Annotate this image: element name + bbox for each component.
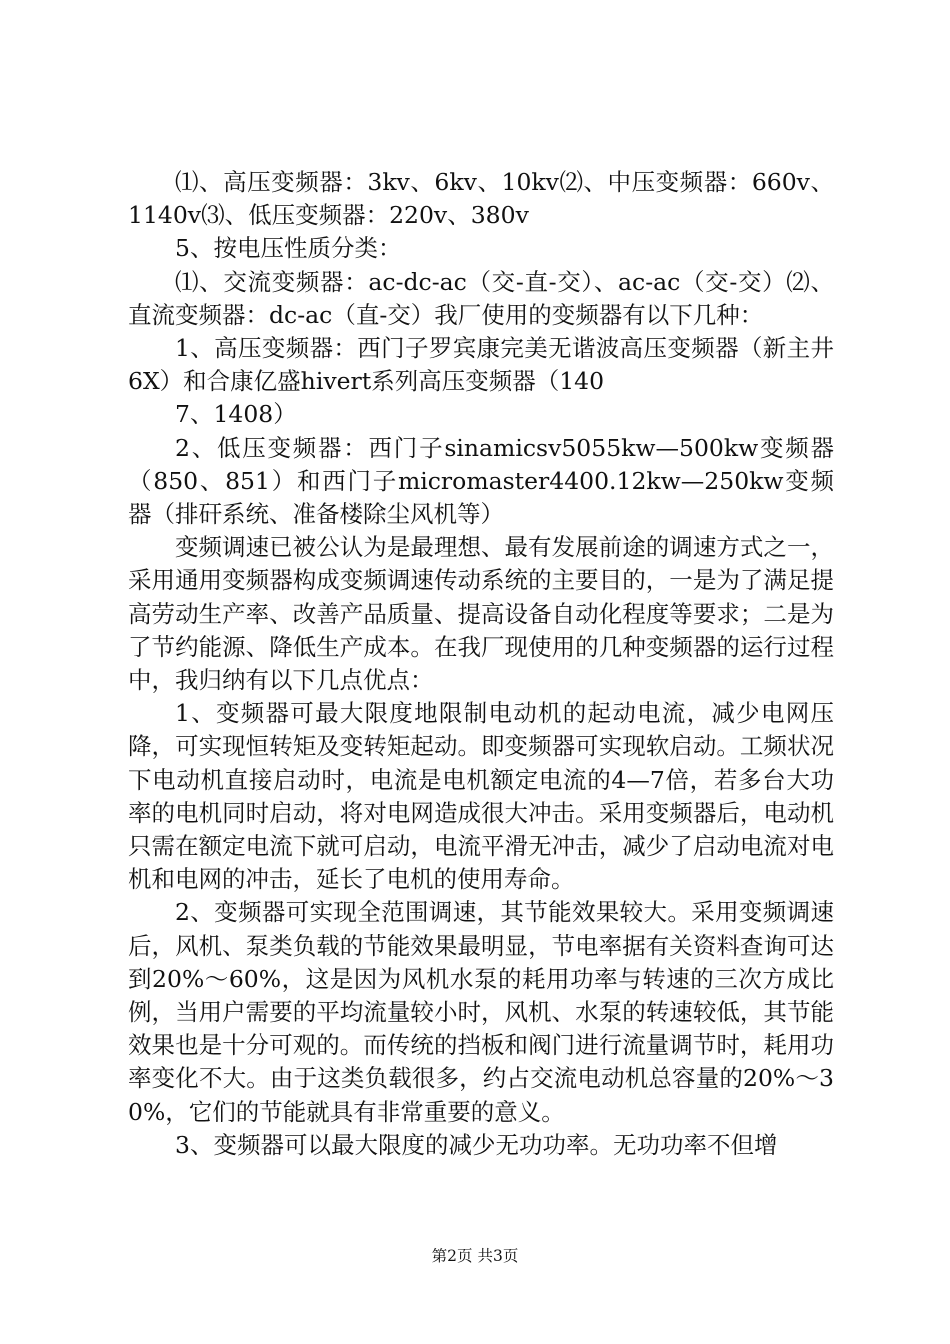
paragraph-ac-dc-types: ⑴、交流变频器：ac-dc-ac（交-直-交）、ac-ac（交-交）⑵、直流变频器：dc-ac（直-交）我厂使用的变频器有以下几种： bbox=[128, 267, 834, 329]
paragraph-high-voltage-continued: 7、1408） bbox=[175, 400, 297, 429]
paragraph-advantage-soft-start: 1、变频器可最大限度地限制电动机的起动电流，减少电网压降，可实现恒转矩及变转矩起动。即变频器可实现软启动。工频状况下电动机直接启动时，电流是电机额定电流的4—7倍，若多台大功率的电机同时启动，将对电网造成很大冲击。采用变频器后，电动机只需在额定电流下就可启动，电流平滑无冲击，减少了启动电流对电机和电网的冲击，延长了电机的使用寿命。 bbox=[128, 699, 834, 894]
paragraph-voltage-nature-heading: 5、按电压性质分类： bbox=[175, 234, 402, 263]
paragraph-low-voltage-inverters: 2、低压变频器：西门子sinamicsv5055kw—500kw变频器（850、851）和西门子micromaster4400.12kw—250kw变频器（排矸系统、准备楼除尘风机等） bbox=[128, 433, 834, 529]
page-number-footer: 第2页 共3页 bbox=[431, 1247, 519, 1265]
paragraph-advantage-energy-saving: 2、变频器可实现全范围调速，其节能效果较大。采用变频调速后，风机、泵类负载的节能效果最明显，节电率据有关资料查询可达到20%～60%，这是因为风机水泵的耗用功率与转速的三次方成比例，当用户需要的平均流量较小时，风机、水泵的转速较低，其节能效果也是十分可观的。而传统的挡板和阀门进行流量调节时，耗用功率变化不大。由于这类负载很多，约占交流电动机总容量的20%～30%，它们的节能就具有非常重要的意义。 bbox=[128, 898, 834, 1126]
document-body bbox=[128, 166, 834, 1162]
paragraph-high-voltage-inverters: 1、高压变频器：西门子罗宾康完美无谐波高压变频器（新主井6X）和合康亿盛hivert系列高压变频器（140 bbox=[128, 334, 834, 396]
paragraph-advantage-reactive-power: 3、变频器可以最大限度的减少无功功率。无功功率不但增 bbox=[175, 1130, 778, 1159]
paragraph-vfd-introduction: 变频调速已被公认为是最理想、最有发展前途的调速方式之一，采用通用变频器构成变频调速传动系统的主要目的，一是为了满足提高劳动生产率、改善产品质量、提高设备自动化程度等要求；二是为了节约能源、降低生产成本。在我厂现使用的几种变频器的运行过程中，我归纳有以下几点优点： bbox=[128, 533, 834, 695]
paragraph-voltage-levels: ⑴、高压变频器：3kv、6kv、10kv⑵、中压变频器：660v、1140v⑶、低压变频器：220v、380v bbox=[128, 168, 834, 230]
